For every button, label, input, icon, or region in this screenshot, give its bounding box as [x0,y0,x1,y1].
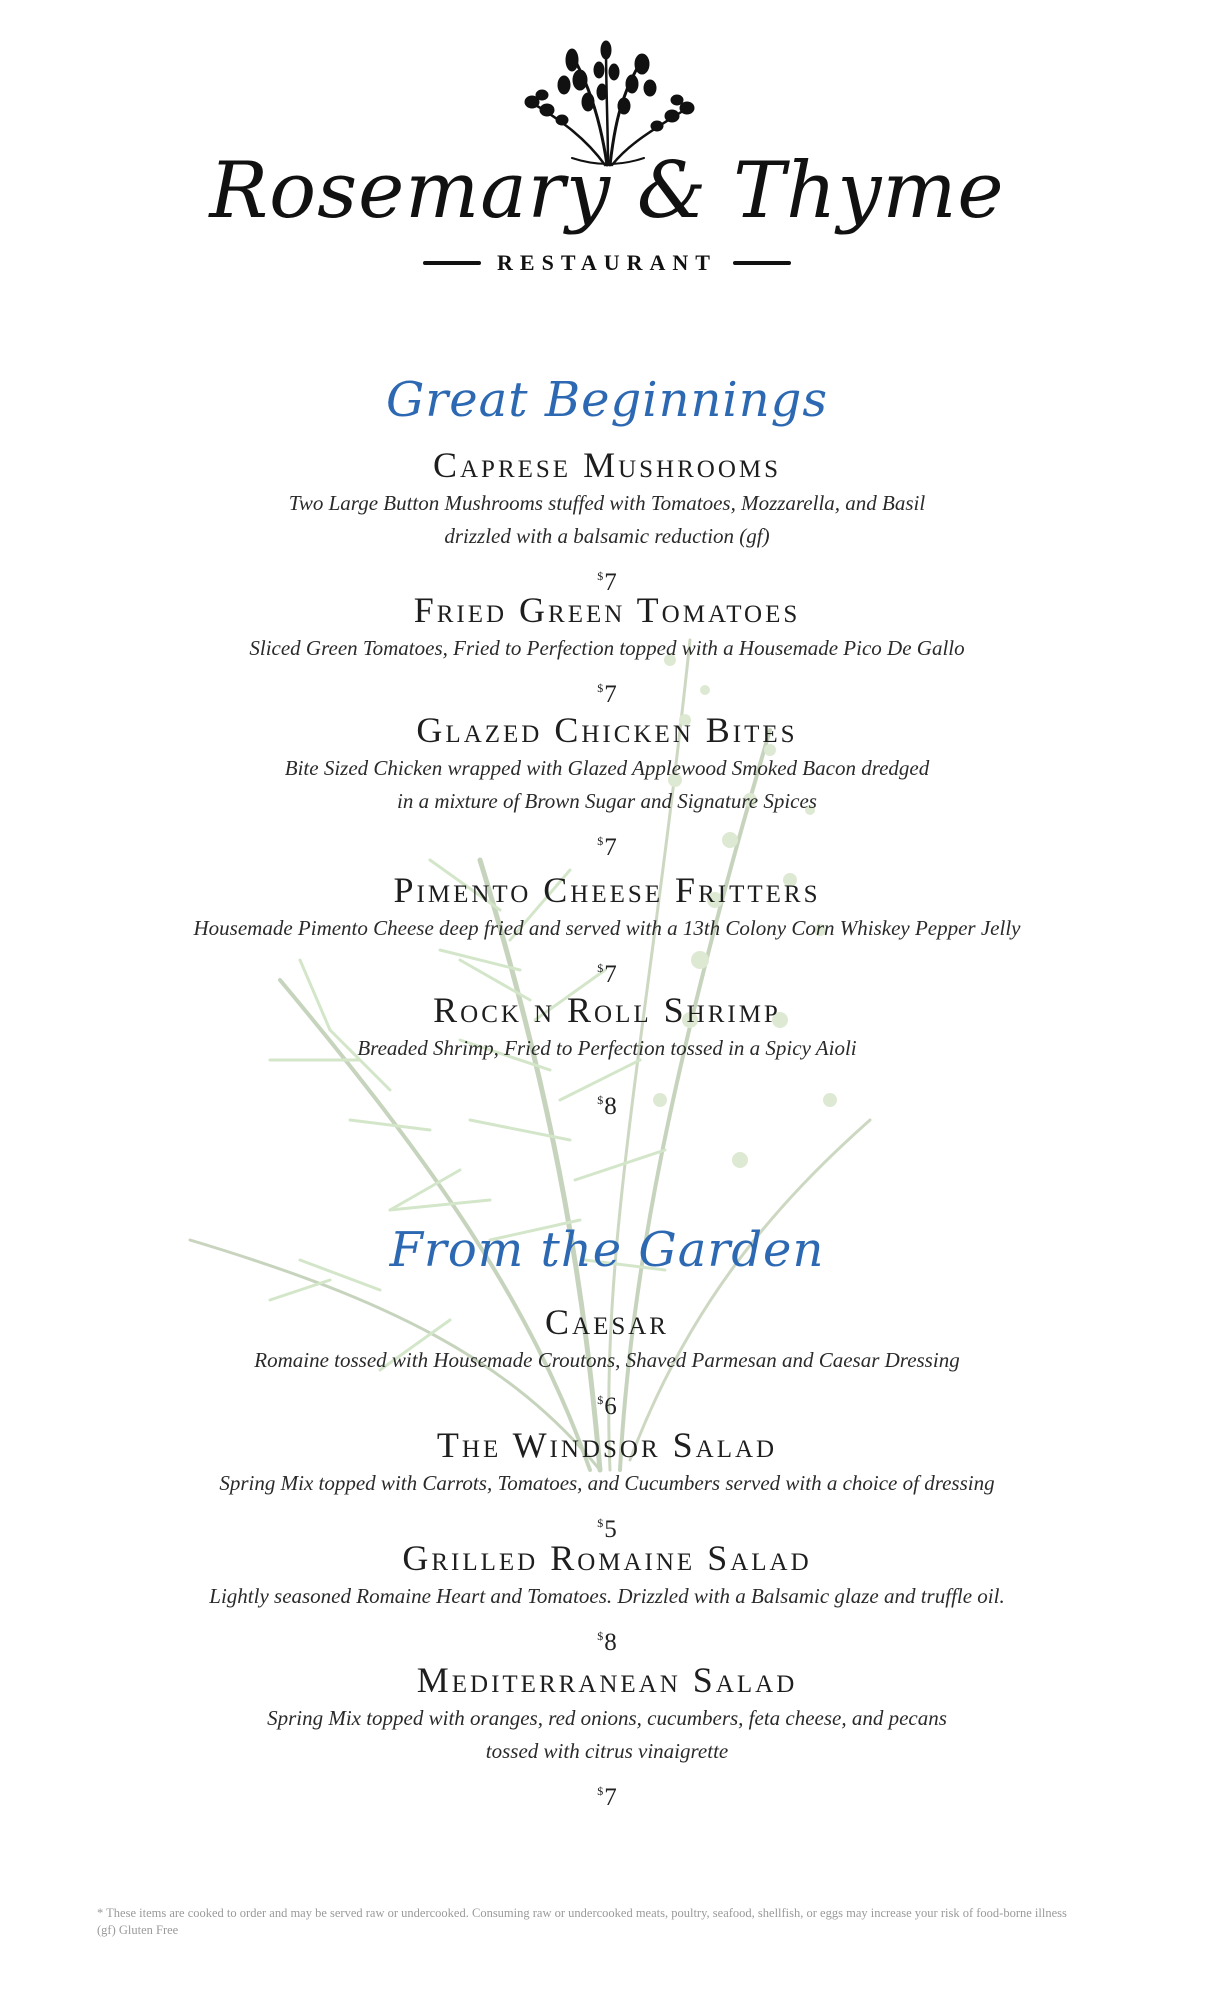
item-description [0,632,1214,665]
restaurant-name: Rosemary & Thyme [209,146,1005,236]
description-line: Breaded Shrimp, Fried to Perfection tossed in a Spicy Aioli [357,1036,857,1060]
description-line: Romaine tossed with Housemade Croutons, Shaved Parmesan and Caesar Dressing [254,1348,960,1372]
currency-symbol: $ [597,1516,604,1530]
currency-symbol: $ [597,834,604,848]
restaurant-subtitle: RESTAURANT [497,250,717,275]
currency-symbol: $ [597,961,604,975]
menu-item [0,1302,1214,1422]
currency-symbol: $ [597,1393,604,1407]
item-description [0,1702,1214,1768]
price-value: 7 [604,569,617,596]
section-title-from-the-garden: From the Garden [389,1222,825,1278]
menu-item [0,990,1214,1122]
description-line: drizzled with a balsamic reduction (gf) [444,524,770,548]
price-value: 7 [604,1784,617,1811]
menu-item [0,870,1214,990]
price-value: 8 [604,1629,617,1656]
item-price [0,1085,1214,1122]
item-name: Caprese Mushrooms [432,445,782,485]
footnote-disclaimer: * These items are cooked to order and may be served raw or undercooked. Consuming raw or undercooked meats, poultry, seafood, shellfish, or eggs may increase your risk of food-borne illness [97,1906,1067,1920]
description-line: Spring Mix topped with oranges, red onions, cucumbers, feta cheese, and pecans [267,1706,947,1730]
item-description [0,1467,1214,1500]
footnote [97,1905,1137,1939]
subtitle-rule-left [423,261,481,265]
price-value: 7 [604,681,617,708]
item-name: Grilled Romaine Salad [402,1538,812,1578]
item-name: Mediterranean Salad [416,1660,798,1700]
item-description [0,487,1214,553]
item-price [0,1385,1214,1422]
item-price [0,826,1214,863]
price-value: 7 [604,961,617,988]
price-value: 6 [604,1393,617,1420]
item-description [0,1032,1214,1065]
item-description [0,912,1214,945]
item-price [0,1776,1214,1813]
description-line: Sliced Green Tomatoes, Fried to Perfection topped with a Housemade Pico De Gallo [249,636,965,660]
section-title-great-beginnings: Great Beginnings [385,372,829,428]
currency-symbol: $ [597,1093,604,1107]
item-name: Fried Green Tomatoes [413,590,801,630]
description-line: Housemade Pimento Cheese deep fried and served with a 13th Colony Corn Whiskey Pepper Jelly [193,916,1021,940]
item-name: The Windsor Salad [436,1425,778,1465]
item-name: Caesar [545,1302,669,1342]
currency-symbol: $ [597,1784,604,1798]
item-description [0,1344,1214,1377]
description-line: Lightly seasoned Romaine Heart and Tomatoes. Drizzled with a Balsamic glaze and truffle oil. [209,1584,1005,1608]
description-line: Spring Mix topped with Carrots, Tomatoes, and Cucumbers served with a choice of dressing [219,1471,995,1495]
currency-symbol: $ [597,1629,604,1643]
restaurant-subtitle-row [0,250,1214,276]
menu-item [0,1660,1214,1813]
price-value: 5 [604,1516,617,1543]
description-line: Bite Sized Chicken wrapped with Glazed Applewood Smoked Bacon dredged [284,756,930,780]
menu-item [0,445,1214,598]
menu-item [0,1538,1214,1658]
subtitle-rule-right [733,261,791,265]
menu-item [0,1425,1214,1545]
menu-item [0,710,1214,863]
item-name: Rock n Roll Shrimp [433,990,781,1030]
footnote-gluten-free: (gf) Gluten Free [97,1923,179,1937]
currency-symbol: $ [597,681,604,695]
currency-symbol: $ [597,569,604,583]
item-price [0,673,1214,710]
menu-item [0,590,1214,710]
price-value: 7 [604,834,617,861]
item-price [0,1621,1214,1658]
item-price [0,953,1214,990]
restaurant-logo [0,40,1214,276]
item-description [0,1580,1214,1613]
price-value: 8 [604,1093,617,1120]
item-name: Pimento Cheese Fritters [393,870,821,910]
description-line: Two Large Button Mushrooms stuffed with Tomatoes, Mozzarella, and Basil [288,491,926,515]
item-name: Glazed Chicken Bites [416,710,798,750]
description-line: in a mixture of Brown Sugar and Signature Spices [397,789,817,813]
description-line: tossed with citrus vinaigrette [485,1739,729,1763]
item-description [0,752,1214,818]
